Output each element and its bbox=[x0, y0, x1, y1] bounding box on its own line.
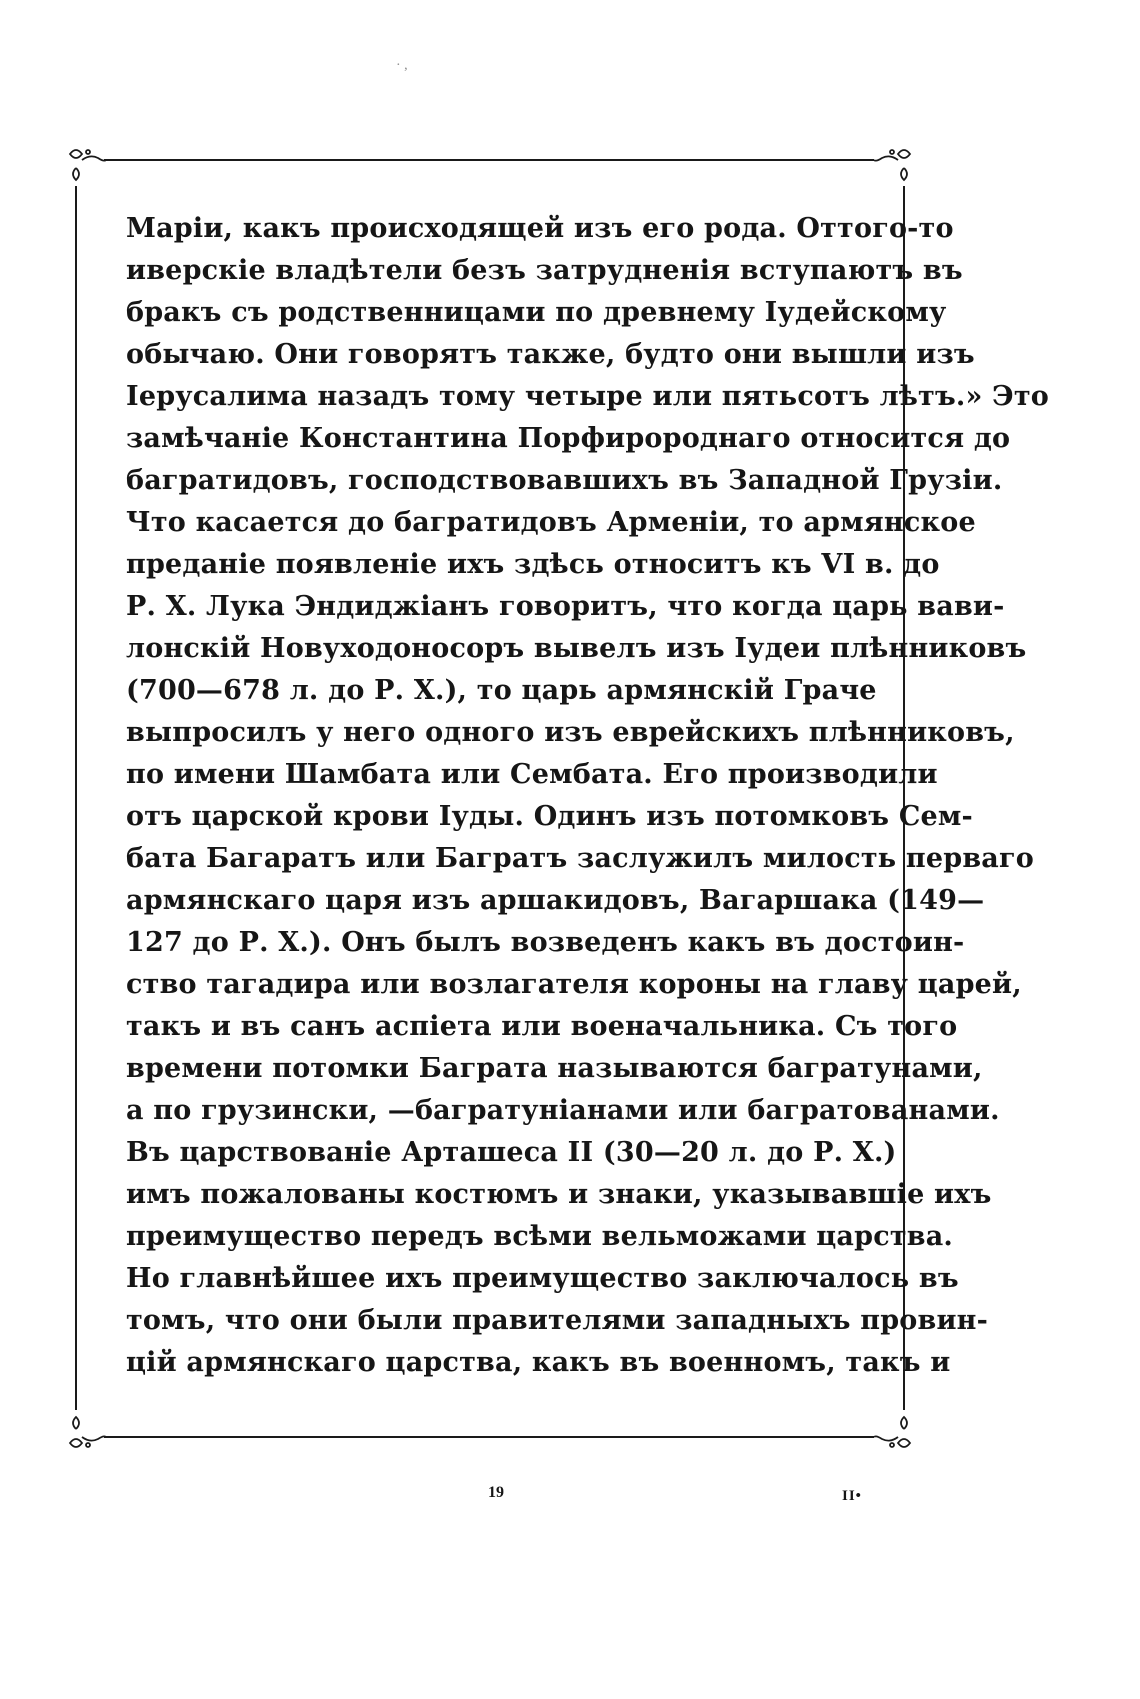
text-line: иверскіе владѣтели безъ затрудненія вступаютъ въ bbox=[126, 255, 963, 286]
text-line: бракъ съ родственницами по древнему Іудейскому bbox=[126, 297, 947, 328]
frame-corner-ornament-top-left bbox=[70, 150, 106, 180]
frame-corner-ornament-bottom-right bbox=[874, 1417, 910, 1447]
text-line: по имени Шамбата или Сембата. Его производили bbox=[126, 759, 938, 790]
text-line: выпросилъ у него одного изъ еврейскихъ плѣнниковъ, bbox=[126, 717, 1015, 748]
text-line: армянскаго царя изъ аршакидовъ, Вагаршака (149— bbox=[126, 885, 985, 916]
frame-corner-ornament-bottom-left bbox=[70, 1417, 106, 1447]
top-speck-mark: · , bbox=[396, 58, 408, 73]
text-line: цій армянскаго царства, какъ въ военномъ, такъ и bbox=[126, 1347, 951, 1378]
page-number: 19 bbox=[488, 1484, 504, 1501]
text-line: (700—678 л. до Р. X.), то царь армянскій Граче bbox=[126, 675, 877, 706]
text-line: обычаю. Они говорятъ также, будто они вышли изъ bbox=[126, 339, 975, 370]
text-line: времени потомки Баграта называются багратунами, bbox=[126, 1053, 983, 1084]
frame-corner-ornament-top-right bbox=[874, 150, 910, 180]
text-line: 127 до Р. X.). Онъ былъ возведенъ какъ въ достоин- bbox=[126, 927, 965, 958]
text-line: замѣчаніе Константина Порфиророднаго относится до bbox=[126, 423, 1011, 454]
text-line: имъ пожалованы костюмъ и знаки, указывавшіе ихъ bbox=[126, 1179, 992, 1210]
text-line: преданіе появленіе ихъ здѣсь относитъ къ VI в. до bbox=[126, 549, 940, 580]
body-text-block bbox=[126, 208, 1049, 1384]
text-line: отъ царской крови Іуды. Одинъ изъ потомковъ Сем- bbox=[126, 801, 973, 832]
text-line: Но главнѣйшее ихъ преимущество заключалось въ bbox=[126, 1263, 959, 1294]
text-line: Въ царствованіе Арташеса II (30—20 л. до Р. X.) bbox=[126, 1137, 897, 1168]
signature-mark: II• bbox=[842, 1488, 862, 1504]
text-line: Іерусалима назадъ тому четыре или пятьсотъ лѣтъ.» Это bbox=[126, 381, 1049, 412]
text-line: такъ и въ санъ аспіета или военачальника. Съ того bbox=[126, 1011, 958, 1042]
text-line: преимущество передъ всѣми вельможами царства. bbox=[126, 1221, 954, 1252]
text-line: Маріи, какъ происходящей изъ его рода. Оттого-то bbox=[126, 213, 954, 244]
text-line: Что касается до багратидовъ Арменіи, то армянское bbox=[126, 507, 976, 538]
text-line: а по грузински, —багратуніанами или багратованами. bbox=[126, 1095, 1000, 1126]
text-line: томъ, что они были правителями западныхъ провин- bbox=[126, 1305, 989, 1336]
text-line: Р. X. Лука Эндиджіанъ говоритъ, что когда царь вави- bbox=[126, 591, 1005, 622]
text-line: ство тагадира или возлагателя короны на главу царей, bbox=[126, 969, 1022, 1000]
text-line: лонскій Новуходоносоръ вывелъ изъ Іудеи плѣнниковъ bbox=[126, 633, 1027, 664]
text-line: багратидовъ, господствовавшихъ въ Западной Грузіи. bbox=[126, 465, 1003, 496]
text-line: бата Багаратъ или Багратъ заслужилъ милость перваго bbox=[126, 843, 1034, 874]
